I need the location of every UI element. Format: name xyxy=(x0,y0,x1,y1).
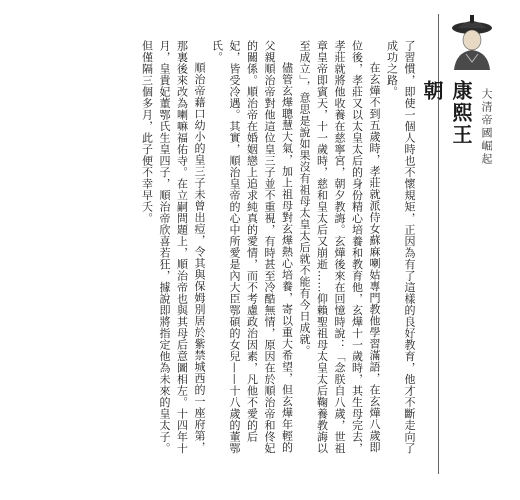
paragraph-3: 儘管玄燁聰慧大氣，加上祖母對玄燁熱心培養，寄以重大希望，但玄燁年輕的父親順治帝對他這位皇三子並不重視，有時甚至冷酷無情，原因在於順治帝和佟妃的關係。順治帝在婚姻戀上追求純真的愛情，而不考慮政治因素，凡他不愛的后妃，皆受冷遇。其實，順治皇帝的心中所愛是內大臣鄂碩的女兒——十八歲的董鄂氏。 xyxy=(210,40,294,454)
paragraph-2: 在玄燁不到五歲時，孝莊就派侍女蘇麻喇姑專門教他學習滿語，在玄燁八歲即位後，孝莊又以太皇太后的身份精心培養和教育他，玄燁十一歲時，其生母完去，孝莊就將他收養在慈寧宮，朝夕教誨。玄燁後來在回憶時說：「念朕自八歲，世祖章皇帝即賓天，十一歲時，慈和皇太后又崩逝……仰賴聖祖母太皇太后鞠養教誨以至成立」，意思是說如果沒有祖母太皇太后就不能有今日成就。 xyxy=(298,40,381,454)
paragraph-1: 了習慣，即使一個人時也不懷規矩，正因為有了這樣的良好教育，他才不斷走向了成功之路。 xyxy=(385,40,416,454)
emperor-portrait-icon xyxy=(446,14,498,70)
paragraph-4: 順治帝藉口幼小的皇三子未曾出痘，令其與保姆別居於紫禁城西的一座府第，那裏後來改為喇嘛福佑寺。在立嗣問題上，順治帝也與其母后意圖相左。十四年十月，皇貴妃董鄂氏生皇四子，順治帝欣喜若狂，據說即將指定他為未來的皇太子。但僅隔三個多月，此子便不幸早夭。 xyxy=(140,40,206,454)
body-text xyxy=(22,40,418,464)
book-subtitle: 大清帝國崛起 xyxy=(480,88,493,166)
book-title: 康熙王朝 xyxy=(420,80,473,146)
